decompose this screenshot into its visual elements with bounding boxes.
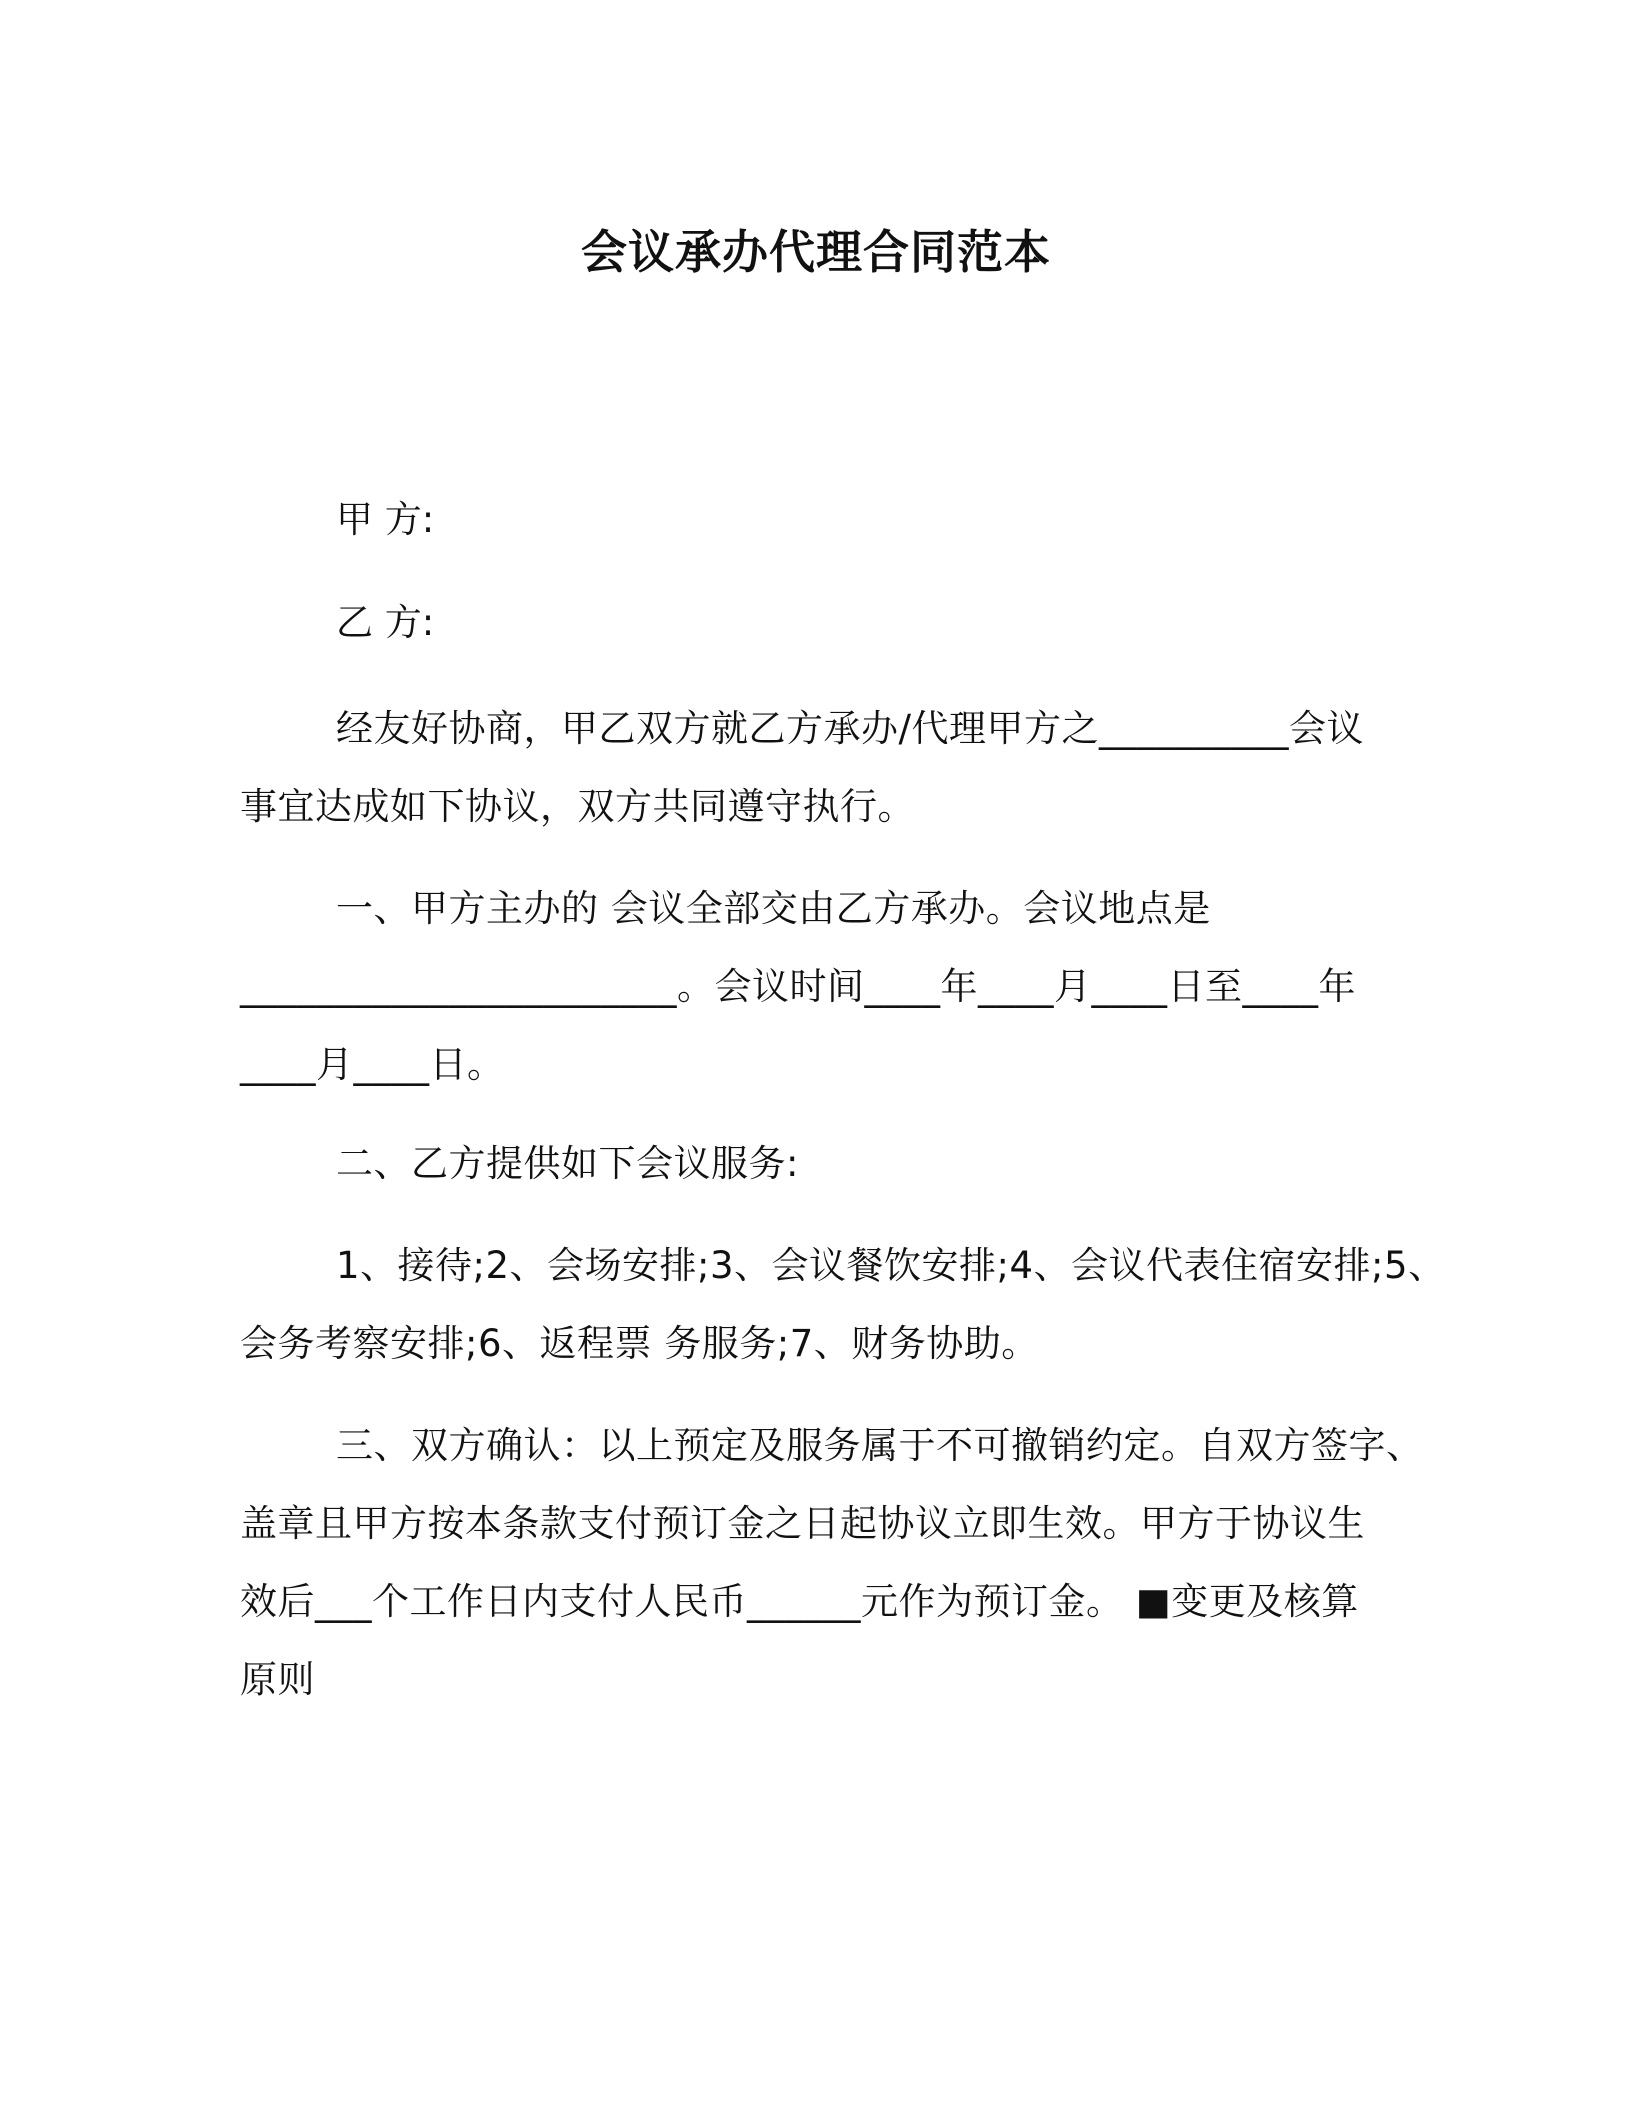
clause-2-heading: 二、乙方提供如下会议服务: [336,1142,799,1185]
intro-line-2: 事宜达成如下协议，双方共同遵守执行。 [240,785,915,828]
clause-2-heading-paragraph [240,1125,1408,1203]
clause-3-line-2: 盖章且甲方按本条款支付预订金之日起协议立即生效。甲方于协议生 [240,1502,1365,1545]
party-b-label: 乙 方: [336,601,435,644]
clause-2-items-paragraph [240,1227,1446,1383]
clause-3-line-3: 效后___个工作日内支付人民币______元作为预订金。 ■变更及核算 [240,1580,1359,1623]
clause-2-items-line-1: 1、接待;2、会场安排;3、会议餐饮安排;4、会议代表住宿安排;5、 [336,1244,1446,1287]
clause-3-paragraph [240,1407,1424,1719]
intro-paragraph [240,690,1408,846]
clause-3-line-4: 原则 [240,1658,315,1701]
clause-1-line-1: 一、甲方主办的 会议全部交由乙方承办。会议地点是 [336,887,1211,930]
clause-2-items-line-2: 会务考察安排;6、返程票 务服务;7、财务协助。 [240,1322,1039,1365]
party-a-label: 甲 方: [336,498,435,541]
clause-1-line-2: _______________________。会议时间____年____月____日至____年 [240,965,1356,1008]
clause-1-paragraph [240,870,1408,1104]
document-title: 会议承办代理合同范本 [581,225,1051,279]
intro-line-1: 经友好协商，甲乙双方就乙方承办/代理甲方之__________会议 [336,707,1364,750]
clause-1-line-3: ____月____日。 [240,1043,505,1086]
clause-3-line-1: 三、双方确认：以上预定及服务属于不可撤销约定。自双方签字、 [336,1424,1424,1467]
